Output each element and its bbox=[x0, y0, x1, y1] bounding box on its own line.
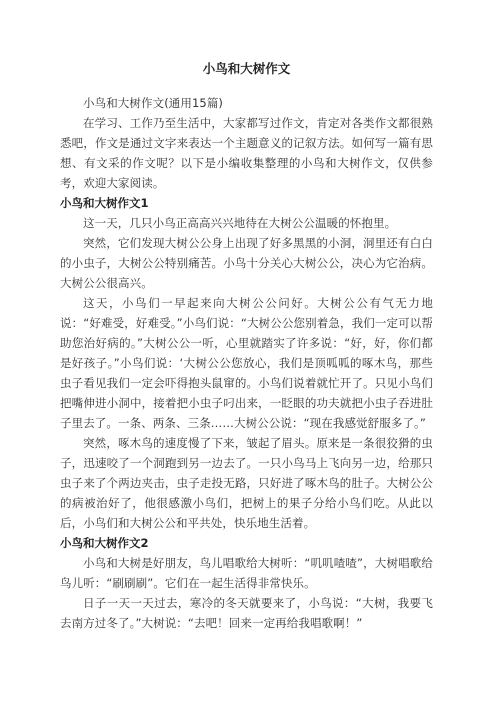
section-heading-1: 小鸟和大树作文1 bbox=[60, 196, 149, 210]
document-title: 小鸟和大树作文 bbox=[202, 61, 291, 76]
paragraph: 突然，它们发现大树公公身上出现了好多黑黑的小洞，洞里还有白白的小虫子，大树公公特别痛苦。小鸟十分关心大树公公，决心为它治病。大树公公很高兴。 bbox=[60, 236, 433, 290]
paragraph: 小鸟和大树是好朋友，鸟儿唱歌给大树听：“叽叽喳喳”，大树唱歌给鸟儿听：“刷刷刷”。它们在一起生活得非常快乐。 bbox=[60, 556, 433, 590]
paragraph: 日子一天一天过去，寒冷的冬天就要来了，小鸟说：“大树，我要飞去南方过冬了。”大树说：“去吧！回来一定再给我唱歌啊！” bbox=[60, 596, 433, 630]
paragraph: 突然，啄木鸟的速度慢了下来，皱起了眉头。原来是一条很狡猾的虫子，迅速咬了一个洞跑到另一边去了。一只小鸟马上飞向另一边，给那只虫子来了个两边夹击，虫子走投无路，只好进了啄木鸟的肚子。大树公公的病被治好了，他很感激小鸟们，把树上的果子分给小鸟们吃。从此以后，小鸟们和大树公公和平共处，快乐地生活着。 bbox=[60, 436, 433, 530]
paragraph: 这天，小鸟们一早起来向大树公公问好。大树公公有气无力地说：“好难受，好难受。”小鸟们说：“大树公公您别着急，我们一定可以帮助您治好病的。”大树公公一听，心里就踏实了许多说：“好，好，你们都是好孩子。”小鸟们说：‘大树公公您放心，我们是顶呱呱的啄木鸟，那些虫子看见我们一定会吓得抱头鼠窜的。小鸟们说着就忙开了。只见小鸟们把嘴伸进小洞中，接着把小虫子叼出来，一眨眼的功夫就把小虫子吞进肚子里去了。一条、两条、三条……大树公公说：“现在我感觉舒服多了。” bbox=[60, 296, 433, 430]
paragraph-intro: 在学习、工作乃至生活中，大家都写过作文，肯定对各类作文都很熟悉吧，作文是通过文字来表达一个主题意义的记叙方法。如何写一篇有思想、有文采的作文呢？以下是小编收集整理的小鸟和大树作文，仅供参考，欢迎大家阅读。 bbox=[60, 116, 433, 190]
paragraph: 这一天，几只小鸟正高高兴兴地待在大树公公温暖的怀抱里。 bbox=[83, 216, 397, 230]
paragraph-subtitle: 小鸟和大树作文(通用15篇) bbox=[83, 96, 224, 110]
section-heading-2: 小鸟和大树作文2 bbox=[60, 536, 149, 550]
